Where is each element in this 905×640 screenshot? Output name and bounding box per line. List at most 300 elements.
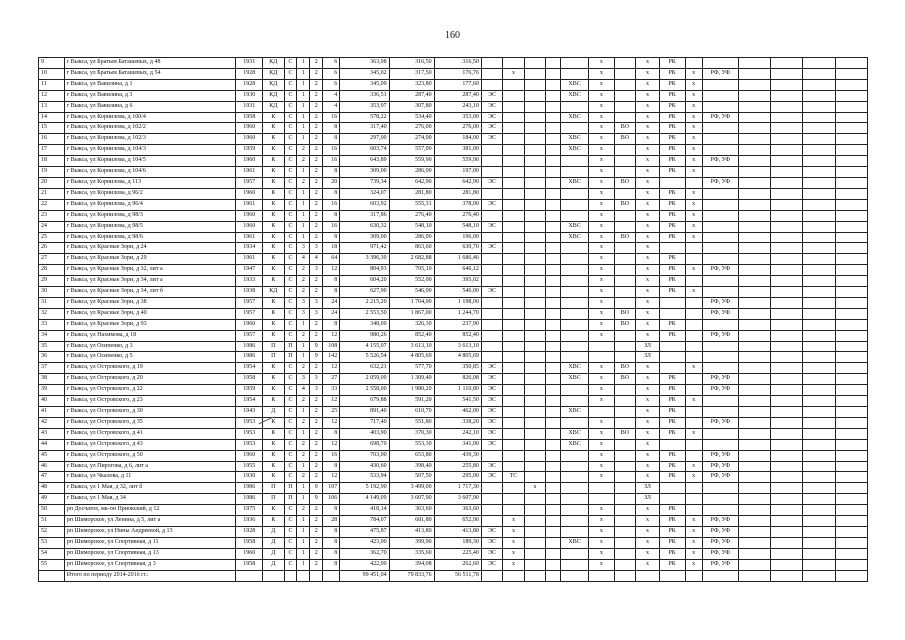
cell-w2 [503, 188, 524, 199]
cell-w7 [614, 472, 635, 483]
cell-area2: 281,80 [389, 188, 434, 199]
cell-w8: х [636, 265, 660, 276]
cell-empty [323, 570, 340, 581]
cell-type: КД [263, 287, 284, 298]
cell-w7 [614, 537, 635, 548]
cell-area: 578,22 [340, 112, 389, 123]
cell-empty [803, 330, 835, 341]
cell-w2 [503, 265, 524, 276]
cell-w5: ХВС [561, 145, 589, 156]
cell-w2 [503, 330, 524, 341]
cell-area3: 826,08 [434, 374, 481, 385]
cell-w5 [561, 276, 589, 287]
cell-w3 [524, 494, 545, 505]
cell-address: г Выкса, ул Островского, д 30 [64, 407, 236, 418]
cell-c3: 12 [323, 363, 340, 374]
cell-w5 [561, 472, 589, 483]
cell-w2 [503, 396, 524, 407]
cell-mat: С [284, 156, 297, 167]
cell-w9: РК [659, 145, 685, 156]
cell-area: 632,21 [340, 363, 389, 374]
cell-empty [739, 472, 771, 483]
cell-area3: 295,00 [434, 472, 481, 483]
cell-w9: РК [659, 548, 685, 559]
cell-n: 36 [39, 352, 65, 363]
cell-empty [803, 417, 835, 428]
cell-w5: ХВС [561, 407, 589, 418]
cell-area3: 1 244,70 [434, 308, 481, 319]
cell-area3: 262,60 [434, 559, 481, 570]
cell-w10 [685, 407, 702, 418]
cell-c3: 8 [323, 210, 340, 221]
cell-w8: х [636, 243, 660, 254]
cell-c2: 2 [310, 559, 323, 570]
table-row [39, 341, 868, 352]
cell-w8: х [636, 221, 660, 232]
cell-w9: РК [659, 374, 685, 385]
cell-type: К [263, 374, 284, 385]
cell-w5: ХВС [561, 177, 589, 188]
cell-area: 804,93 [340, 265, 389, 276]
cell-address: г Выкса, ул Красные Зори, д 32, лит а [64, 265, 236, 276]
cell-type: К [263, 210, 284, 221]
cell-w7 [614, 407, 635, 418]
cell-c1: 1 [297, 232, 310, 243]
cell-w11 [702, 319, 738, 330]
cell-w8: х [636, 548, 660, 559]
cell-empty [546, 123, 561, 134]
cell-c3: 12 [323, 439, 340, 450]
cell-w11 [702, 221, 738, 232]
cell-w5 [561, 199, 589, 210]
cell-w11 [702, 232, 738, 243]
cell-address: г Выкса, ул Красные Зори, д 29 [64, 254, 236, 265]
cell-area: 891,40 [340, 407, 389, 418]
cell-n: 34 [39, 330, 65, 341]
cell-empty [297, 570, 310, 581]
cell-area3: 196,00 [434, 232, 481, 243]
cell-c1: 3 [297, 297, 310, 308]
cell-w5 [561, 123, 589, 134]
cell-address: г Выкса, ул Вавилина, д 1 [64, 79, 236, 90]
cell-w10 [685, 483, 702, 494]
cell-empty [739, 112, 771, 123]
cell-empty [835, 68, 867, 79]
cell-area2: 610,70 [389, 407, 434, 418]
cell-w2 [503, 58, 524, 69]
cell-w3 [524, 243, 545, 254]
cell-empty [546, 439, 561, 450]
cell-area2: 534,40 [389, 112, 434, 123]
cell-w2 [503, 428, 524, 439]
cell-mat: С [284, 516, 297, 527]
cell-w10: х [685, 287, 702, 298]
cell-w7 [614, 188, 635, 199]
cell-empty [803, 221, 835, 232]
cell-w1: ЭС [481, 374, 502, 385]
cell-w9 [659, 341, 685, 352]
cell-w9 [659, 352, 685, 363]
cell-w6: х [589, 505, 615, 516]
cell-empty [803, 101, 835, 112]
cell-c1: 2 [297, 363, 310, 374]
cell-w10: х [685, 112, 702, 123]
cell-w7 [614, 450, 635, 461]
cell-empty [803, 516, 835, 527]
cell-empty [771, 363, 803, 374]
cell-w3 [524, 374, 545, 385]
cell-c3: 8 [323, 232, 340, 243]
cell-w10 [685, 58, 702, 69]
cell-area: 679,88 [340, 396, 389, 407]
cell-empty [739, 265, 771, 276]
cell-area2: 4 805,69 [389, 352, 434, 363]
cell-w1: ЭС [481, 428, 502, 439]
cell-address: рп Досчатое, мк-он Приокский, д 12 [64, 505, 236, 516]
table-row [39, 199, 868, 210]
cell-empty [546, 134, 561, 145]
cell-c2: 2 [310, 199, 323, 210]
cell-area3: 381,00 [434, 145, 481, 156]
cell-area3: 338,20 [434, 417, 481, 428]
cell-w3 [524, 352, 545, 363]
cell-year: 1955 [236, 461, 263, 472]
cell-empty [771, 407, 803, 418]
cell-w6 [589, 483, 615, 494]
cell-empty [771, 123, 803, 134]
cell-empty [803, 123, 835, 134]
cell-w6: х [589, 396, 615, 407]
cell-c3: 8 [323, 134, 340, 145]
cell-w8: х [636, 330, 660, 341]
cell-type: Д [263, 548, 284, 559]
cell-w11: РФ, УФ [702, 516, 738, 527]
cell-c1: 1 [297, 58, 310, 69]
cell-empty [835, 297, 867, 308]
cell-address: г Выкса, ул Корнилова, д 102/3 [64, 134, 236, 145]
cell-type: К [263, 516, 284, 527]
cell-mat: С [284, 210, 297, 221]
cell-n: 26 [39, 243, 65, 254]
cell-c3: 8 [323, 428, 340, 439]
cell-w2 [503, 254, 524, 265]
cell-empty [771, 90, 803, 101]
cell-empty [835, 330, 867, 341]
cell-empty [835, 385, 867, 396]
cell-empty [546, 385, 561, 396]
cell-w3 [524, 537, 545, 548]
cell-w9: РК [659, 90, 685, 101]
cell-c1: 1 [297, 516, 310, 527]
table-row [39, 363, 868, 374]
cell-w5: ХВС [561, 221, 589, 232]
cell-w5 [561, 210, 589, 221]
cell-mat: С [284, 287, 297, 298]
cell-w6 [589, 407, 615, 418]
cell-empty [803, 254, 835, 265]
cell-area3: 225,40 [434, 548, 481, 559]
cell-area3: 646,12 [434, 265, 481, 276]
cell-w10 [685, 417, 702, 428]
cell-empty [803, 297, 835, 308]
cell-area2: 286,00 [389, 232, 434, 243]
cell-w9: РК [659, 319, 685, 330]
cell-empty [771, 232, 803, 243]
cell-year: 1960 [236, 450, 263, 461]
cell-area: 353,97 [340, 101, 389, 112]
cell-c2: 2 [310, 450, 323, 461]
cell-w3 [524, 123, 545, 134]
cell-w3 [524, 134, 545, 145]
cell-empty [546, 199, 561, 210]
cell-address: г Выкса, ул 1 Мая, д 34 [64, 494, 236, 505]
cell-mat: С [284, 297, 297, 308]
cell-empty [739, 232, 771, 243]
cell-w7: ВО [614, 134, 635, 145]
cell-year: 1986 [236, 483, 263, 494]
cell-w10: х [685, 221, 702, 232]
cell-w6: х [589, 156, 615, 167]
cell-w6: х [589, 112, 615, 123]
cell-empty [835, 417, 867, 428]
cell-area2: 577,70 [389, 363, 434, 374]
cell-w11 [702, 199, 738, 210]
cell-empty [546, 243, 561, 254]
cell-empty [803, 461, 835, 472]
cell-w9: РК [659, 188, 685, 199]
cell-w1 [481, 341, 502, 352]
cell-empty [561, 570, 589, 581]
cell-empty [771, 526, 803, 537]
cell-w7 [614, 167, 635, 178]
cell-c3: 8 [323, 537, 340, 548]
cell-empty [546, 548, 561, 559]
cell-c3: 106 [323, 494, 340, 505]
cell-w10 [685, 439, 702, 450]
table-row [39, 210, 868, 221]
cell-type: КД [263, 68, 284, 79]
cell-w7: ВО [614, 123, 635, 134]
cell-area3: 316,50 [434, 58, 481, 69]
cell-w7 [614, 417, 635, 428]
cell-w7 [614, 112, 635, 123]
cell-c3: 33 [323, 385, 340, 396]
cell-w5 [561, 450, 589, 461]
cell-w11 [702, 254, 738, 265]
cell-empty [546, 145, 561, 156]
cell-w2 [503, 363, 524, 374]
cell-area3: 3 613,10 [434, 341, 481, 352]
cell-year: 1930 [236, 472, 263, 483]
cell-w8: х [636, 112, 660, 123]
cell-year: 1928 [236, 68, 263, 79]
cell-w11: РФ, УФ [702, 559, 738, 570]
cell-w1: ЭС [481, 417, 502, 428]
cell-w2 [503, 167, 524, 178]
table-row [39, 407, 868, 418]
cell-empty [546, 330, 561, 341]
cell-w5 [561, 188, 589, 199]
cell-mat: С [284, 385, 297, 396]
table-row [39, 123, 868, 134]
cell-c1: 2 [297, 265, 310, 276]
cell-year: 1933 [236, 276, 263, 287]
cell-empty [739, 308, 771, 319]
cell-w5 [561, 167, 589, 178]
cell-mat: С [284, 79, 297, 90]
cell-empty [739, 461, 771, 472]
cell-empty [803, 407, 835, 418]
cell-w2 [503, 199, 524, 210]
cell-empty [803, 537, 835, 548]
cell-mat: С [284, 308, 297, 319]
cell-mat: С [284, 428, 297, 439]
table-row [39, 232, 868, 243]
cell-area3: 281,80 [434, 188, 481, 199]
cell-c2: 9 [310, 352, 323, 363]
cell-empty [803, 90, 835, 101]
cell-w11 [702, 407, 738, 418]
table-row [39, 221, 868, 232]
cell-w5 [561, 243, 589, 254]
cell-w11: РФ, УФ [702, 537, 738, 548]
cell-w1: ЭС [481, 363, 502, 374]
cell-area3: 546,00 [434, 287, 481, 298]
cell-empty [835, 472, 867, 483]
cell-w9: РК [659, 396, 685, 407]
table-row [39, 439, 868, 450]
cell-w8: х [636, 472, 660, 483]
cell-year: 1960 [236, 221, 263, 232]
cell-empty [835, 243, 867, 254]
table-row [39, 297, 868, 308]
cell-area: 418,14 [340, 505, 389, 516]
cell-w7: ВО [614, 232, 635, 243]
cell-w5 [561, 385, 589, 396]
cell-empty [236, 570, 263, 581]
cell-empty [771, 297, 803, 308]
cell-area3: 4 805,69 [434, 352, 481, 363]
cell-w6: х [589, 439, 615, 450]
cell-w8: х [636, 79, 660, 90]
cell-empty [771, 548, 803, 559]
cell-empty [739, 374, 771, 385]
cell-c2: 2 [310, 188, 323, 199]
cell-w11 [702, 276, 738, 287]
cell-area2: 559,90 [389, 156, 434, 167]
cell-w11: РФ, УФ [702, 374, 738, 385]
cell-year: 1947 [236, 265, 263, 276]
cell-w8: х [636, 428, 660, 439]
cell-area3: 548,10 [434, 221, 481, 232]
cell-empty [546, 68, 561, 79]
cell-mat: С [284, 276, 297, 287]
cell-c1: 1 [297, 461, 310, 472]
cell-area: 717,40 [340, 417, 389, 428]
cell-n: 24 [39, 221, 65, 232]
cell-w1: ЭС [481, 526, 502, 537]
cell-area: 363,98 [340, 58, 389, 69]
cell-empty [546, 90, 561, 101]
cell-c3: 8 [323, 461, 340, 472]
cell-address: г Выкса, ул Корнилова, д 98/6 [64, 232, 236, 243]
cell-n: 11 [39, 79, 65, 90]
cell-address: г Выкса, ул Вавилина, д 3 [64, 90, 236, 101]
cell-w2: х [503, 526, 524, 537]
table-row [39, 505, 868, 516]
cell-w11: РФ, УФ [702, 68, 738, 79]
cell-c2: 2 [310, 439, 323, 450]
page-number: 160 [445, 30, 460, 41]
cell-w5 [561, 308, 589, 319]
cell-address: рп Шиморское, ул Нины Андреевой, д 13 [64, 526, 236, 537]
cell-empty [739, 352, 771, 363]
cell-address: г Выкса, ул Островского, д 22 [64, 385, 236, 396]
cell-area3: 559,90 [434, 156, 481, 167]
table-row [39, 548, 868, 559]
cell-empty [546, 396, 561, 407]
cell-w6: х [589, 472, 615, 483]
cell-area2: 394,08 [389, 559, 434, 570]
cell-w7 [614, 352, 635, 363]
cell-w11: РФ, УФ [702, 450, 738, 461]
cell-mat: П [284, 341, 297, 352]
cell-empty [739, 396, 771, 407]
cell-c3: 107 [323, 483, 340, 494]
cell-w7 [614, 210, 635, 221]
cell-c3: 16 [323, 199, 340, 210]
cell-w7 [614, 265, 635, 276]
cell-empty [771, 188, 803, 199]
cell-year: 1931 [236, 101, 263, 112]
cell-area3: 1 717,30 [434, 483, 481, 494]
cell-w11 [702, 428, 738, 439]
cell-empty [771, 265, 803, 276]
cell-c3: 8 [323, 188, 340, 199]
cell-empty [771, 439, 803, 450]
table-row [39, 537, 868, 548]
cell-w6: х [589, 516, 615, 527]
table-row [39, 167, 868, 178]
cell-type: К [263, 232, 284, 243]
cell-empty [835, 167, 867, 178]
cell-c3: 4 [323, 101, 340, 112]
cell-c1: 1 [297, 199, 310, 210]
cell-year: 1959 [236, 385, 263, 396]
cell-empty [835, 548, 867, 559]
cell-w6: х [589, 58, 615, 69]
cell-w2 [503, 374, 524, 385]
cell-empty [546, 232, 561, 243]
cell-area2: 705,10 [389, 265, 434, 276]
cell-w7 [614, 526, 635, 537]
cell-c2: 2 [310, 428, 323, 439]
cell-c3: 8 [323, 319, 340, 330]
cell-address: г Выкса, ул Красные Зори, д 34, лит б [64, 287, 236, 298]
cell-w10: х [685, 101, 702, 112]
cell-c1: 1 [297, 407, 310, 418]
cell-w8: х [636, 396, 660, 407]
cell-w3 [524, 319, 545, 330]
cell-w6: х [589, 461, 615, 472]
cell-w1: ЭС [481, 548, 502, 559]
cell-w1: ЭС [481, 243, 502, 254]
cell-w10 [685, 505, 702, 516]
cell-year: 1958 [236, 112, 263, 123]
cell-area: 643,89 [340, 156, 389, 167]
table-row [39, 450, 868, 461]
cell-w10: х [685, 210, 702, 221]
